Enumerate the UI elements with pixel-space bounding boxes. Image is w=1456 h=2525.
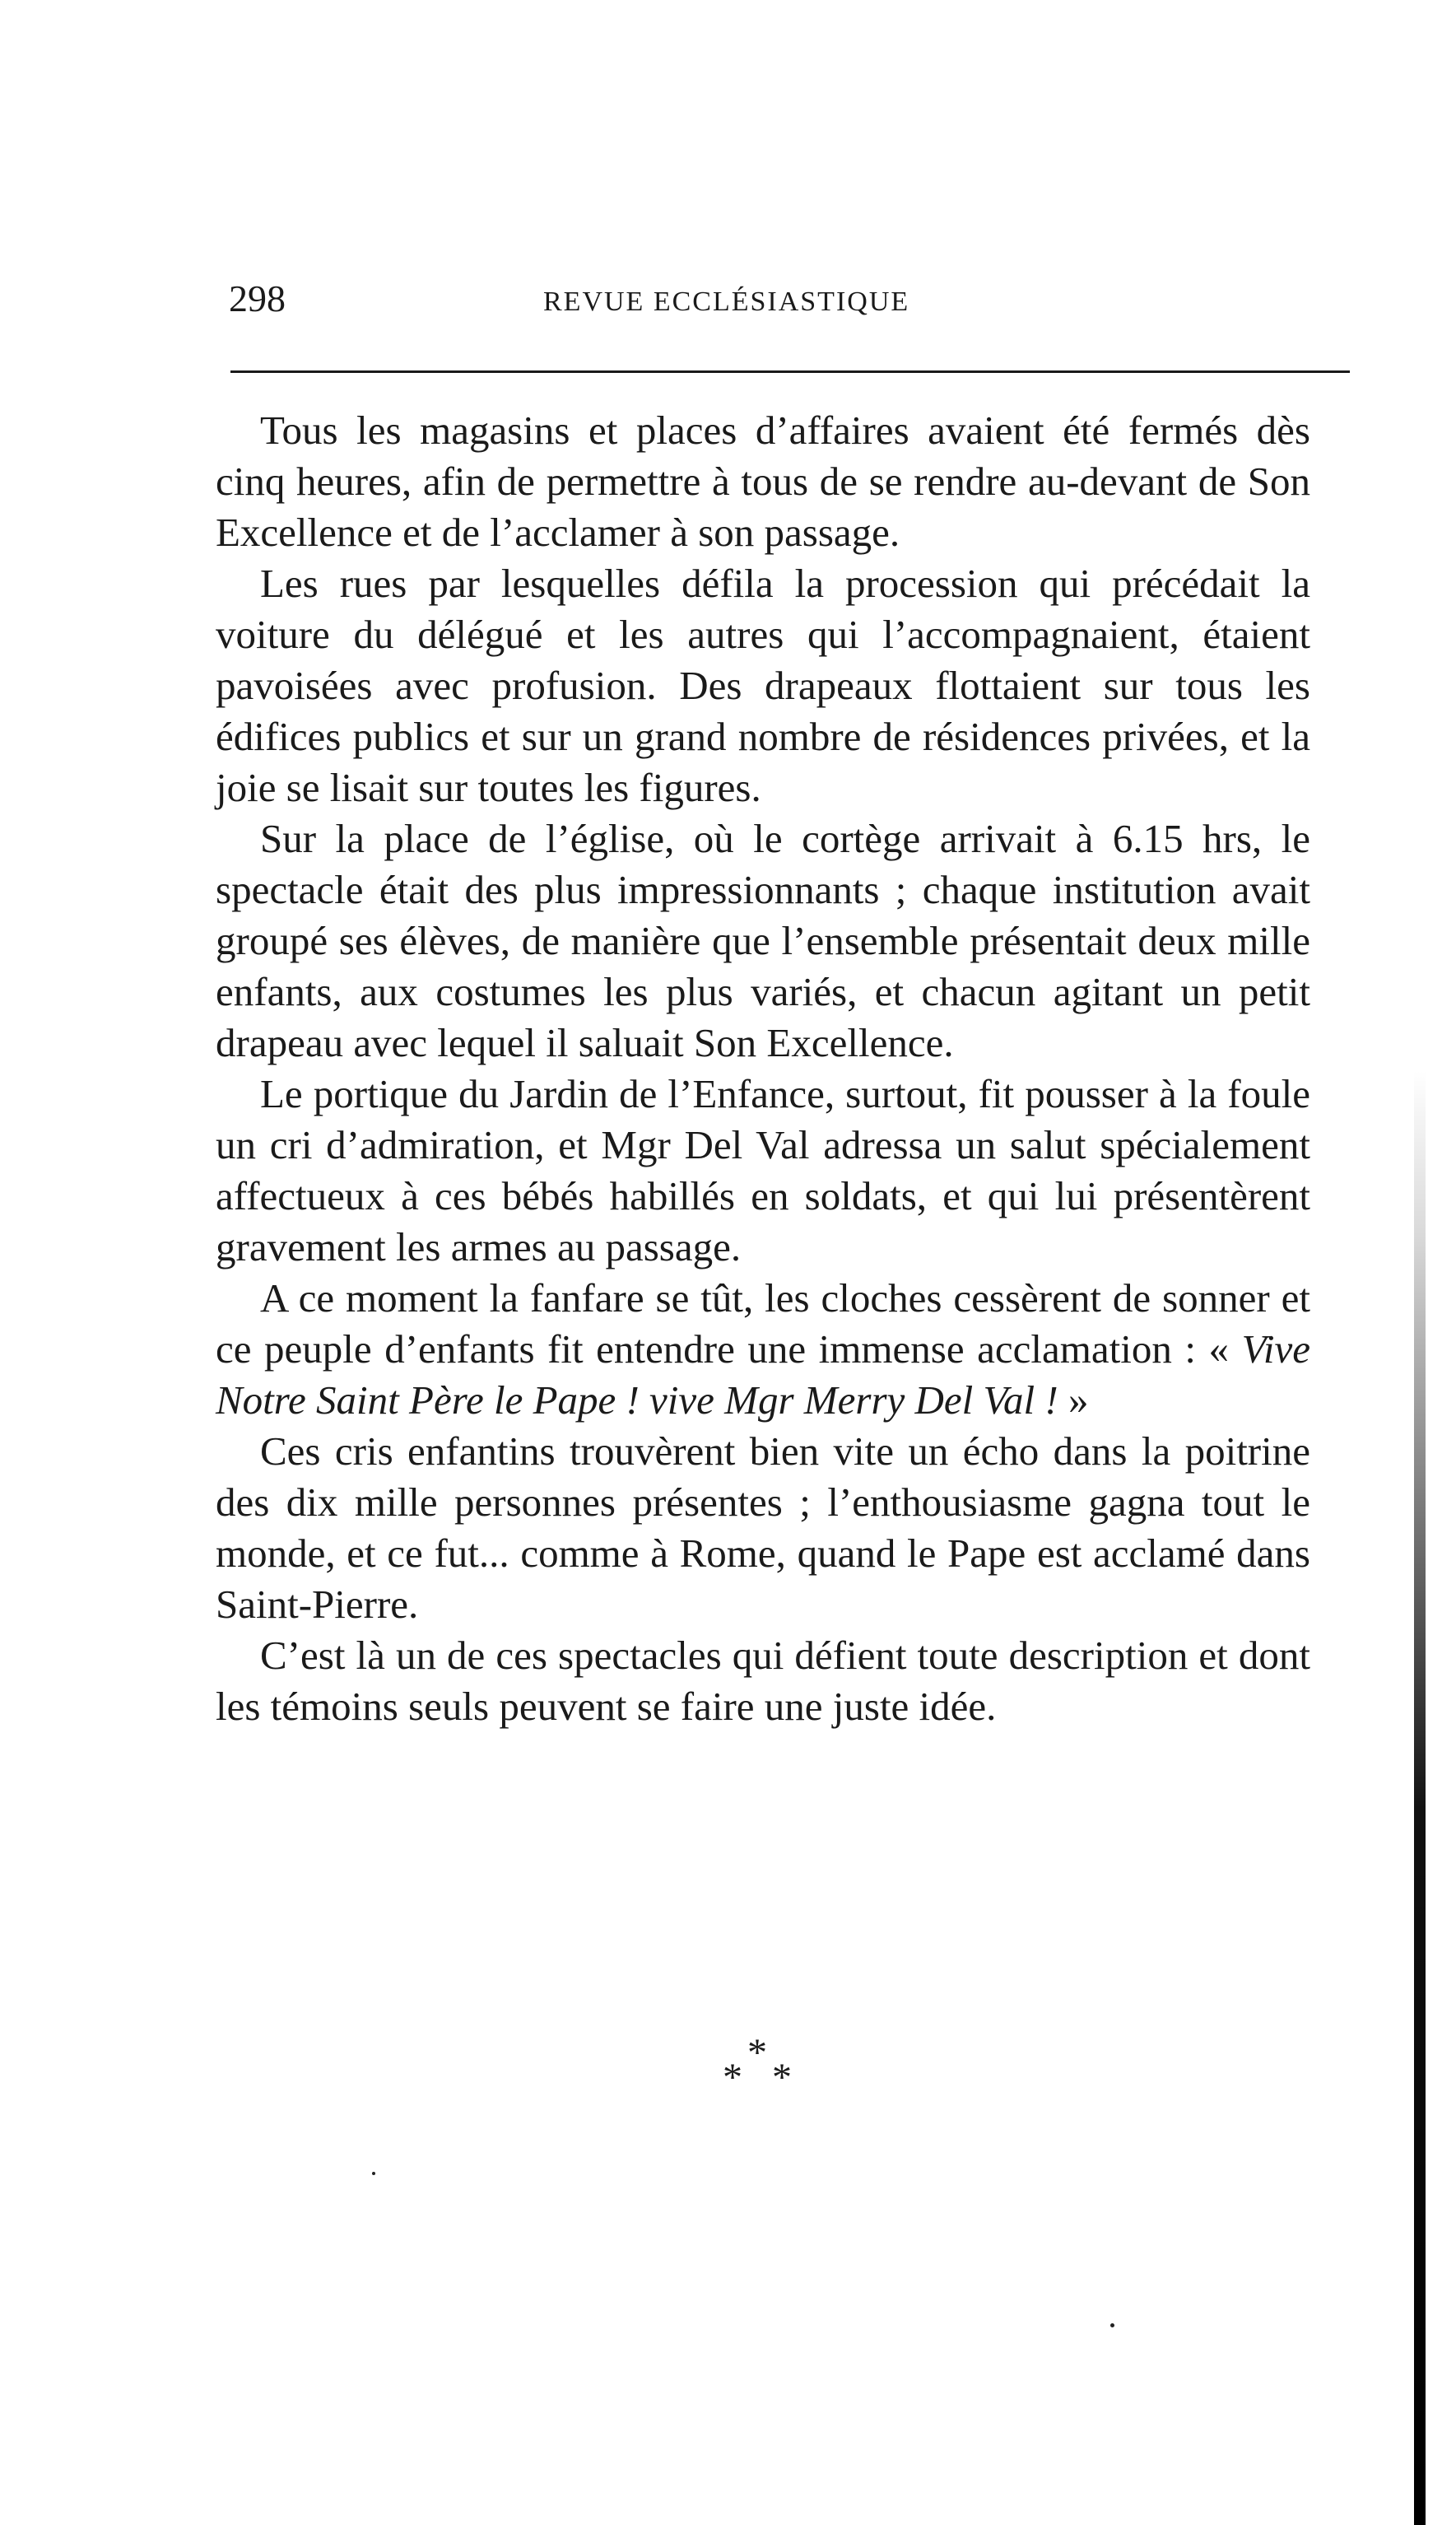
running-title: REVUE ECCLÉSIASTIQUE bbox=[543, 287, 910, 317]
body-text bbox=[216, 405, 1310, 1732]
paragraph-5-close: » bbox=[1058, 1377, 1089, 1423]
asterism-star-top: * bbox=[747, 2031, 767, 2075]
paragraph-3: Sur la place de l’église, où le cortège arrivait à 6.15 hrs, le spectacle était des plus impressionnants ; chaque institution avait groupé ses élèves, de manière que l’ensemble présentait deux mille enfants, aux costumes les plus variés, et chacun agitant un petit drapeau avec lequel il saluait Son Excellence. bbox=[216, 816, 1310, 1065]
paragraph-4: Le portique du Jardin de l’Enfance, surtout, fit pousser à la foule un cri d’admiration, et Mgr Del Val adressa un salut spécialement affectueux à ces bébés habillés en soldats, et qui lui présentèrent gravement les armes au passage. bbox=[216, 1071, 1310, 1269]
scan-speck bbox=[1110, 2323, 1114, 2327]
page-number: 298 bbox=[229, 277, 286, 319]
scan-speck bbox=[372, 2172, 375, 2175]
paragraph-5-text: A ce moment la fanfare se tût, les cloches cessèrent de sonner et ce peuple d’enfants fit entendre une immense acclamation : « bbox=[216, 1275, 1310, 1372]
paragraph-7: C’est là un de ces spectacles qui défient toute description et dont les témoins seuls peuvent se faire une juste idée. bbox=[216, 1633, 1310, 1729]
paragraph-1: Tous les magasins et places d’affaires avaient été fermés dès cinq heures, afin de permettre à tous de se rendre au-devant de Son Excellence et de l’acclamer à son passage. bbox=[216, 408, 1310, 555]
asterism bbox=[716, 2031, 807, 2108]
acclamation-quote: Vive Notre Saint Père le Pape ! vive Mgr Merry Del Val ! bbox=[216, 1326, 1310, 1423]
paragraph-2: Les rues par lesquelles défila la procession qui précédait la voiture du délégué et les autres qui l’accompagnaient, étaient pavoisées avec profusion. Des drapeaux flottaient sur tous les édifices publics et sur un grand nombre de résidences privées, et la joie se lisait sur toutes les figures. bbox=[216, 561, 1310, 810]
scan-edge-shadow bbox=[1414, 1070, 1426, 2525]
asterism-star-left: * bbox=[723, 2056, 742, 2099]
header-rule bbox=[230, 370, 1350, 373]
paragraph-6: Ces cris enfantins trouvèrent bien vite un écho dans la poitrine des dix mille personnes présentes ; l’enthousiasme gagna tout le monde, et ce fut... comme à Rome, quand le Pape est acclamé dans Saint-Pierre. bbox=[216, 1428, 1310, 1627]
asterism-star-right: * bbox=[772, 2056, 792, 2099]
paragraph-5 bbox=[216, 1273, 1310, 1426]
